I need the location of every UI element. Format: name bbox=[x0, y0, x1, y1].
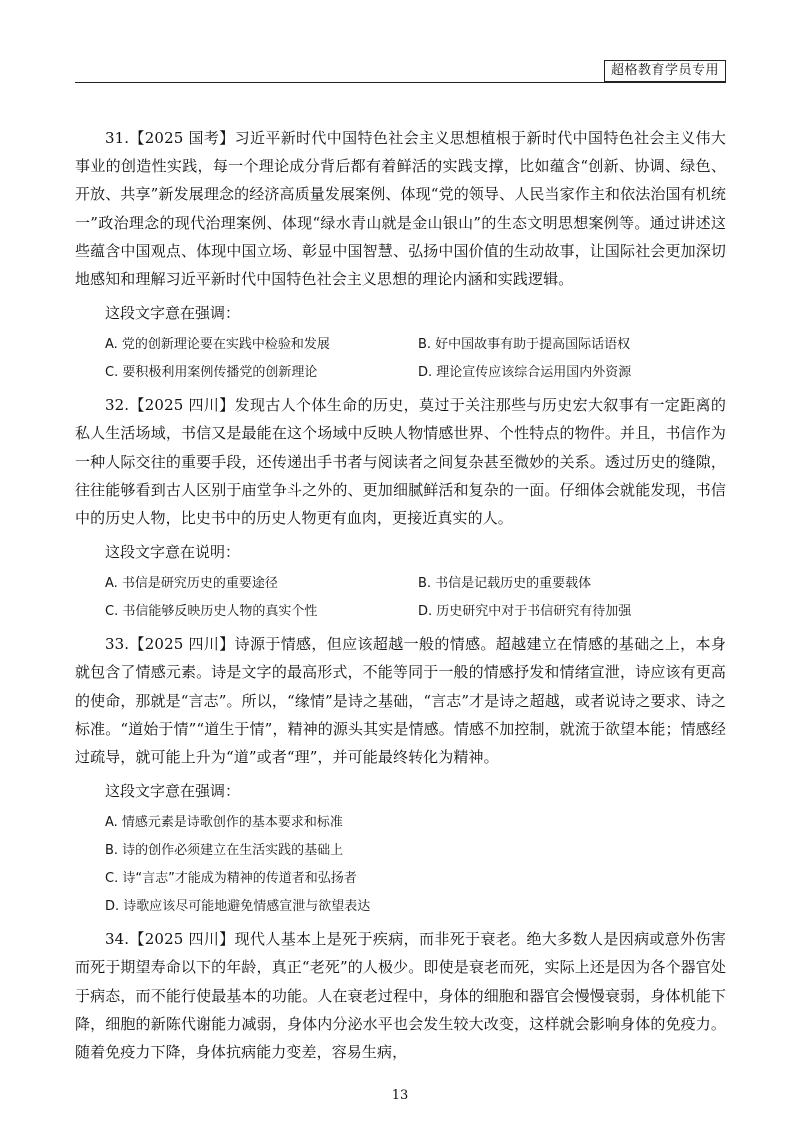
question-31-prompt: 这段文字意在强调： bbox=[105, 304, 241, 323]
passage-text: 发现古人个体生命的历史，莫过于关注那些与历史宏大叙事有一定距离的私人生活场域，书信又是最能在这个场域中反映人物情感世界、个性特点的物件。并且，书信作为一种人际交往的重要手段，还传递出手书者与阅读者之间复杂甚至微妙的关系。透过历史的缝隙，往往能够看到古人区别于庙堂争斗之外的、更加细腻鲜活和复杂的一面。仔细体会就能发现，书信中的历史人物，比史书中的历史人物更有血肉，更接近真实的人。 bbox=[75, 396, 727, 528]
option-c[interactable]: C. 诗“言志”才能成为精神的传道者和弘扬者 bbox=[105, 871, 357, 887]
question-31-options bbox=[75, 331, 726, 387]
option-b[interactable]: B. 好中国故事有助于提高国际话语权 bbox=[418, 337, 631, 353]
option-d[interactable]: D. 理论宣传应该综合运用国内外资源 bbox=[418, 365, 632, 381]
question-32-options bbox=[75, 570, 726, 626]
question-source-tag: 【2025 四川】 bbox=[129, 635, 235, 654]
passage-text: 现代人基本上是死于疾病，而非死于衰老。绝大多数人是因病或意外伤害而死于期望寿命以下的年龄，真正“老死”的人极少。即使是衰老而死，实际上还是因为各个器官处于病态，而不能行使最基本的功能。人在衰老过程中，身体的细胞和器官会慢慢衰弱，身体机能下降，细胞的新陈代谢能力减弱，身体内分泌水平也会发生较大改变，这样就会影响身体的免疫力。随着免疫力下降，身体抗病能力变差，容易生病， bbox=[75, 930, 727, 1062]
question-33-passage bbox=[75, 630, 726, 771]
question-34-passage bbox=[75, 925, 726, 1066]
option-b[interactable]: B. 书信是记载历史的重要载体 bbox=[418, 576, 592, 592]
question-33-options bbox=[75, 809, 726, 921]
question-31-passage bbox=[75, 124, 726, 293]
question-32-passage bbox=[75, 391, 726, 532]
question-number: 34. bbox=[105, 930, 130, 949]
option-c[interactable]: C. 书信能够反映历史人物的真实个性 bbox=[105, 604, 318, 620]
passage-text: 习近平新时代中国特色社会主义思想植根于新时代中国特色社会主义伟大事业的创造性实践，每一个理论成分背后都有着鲜活的实践支撑，比如蕴含“创新、协调、绿色、开放、共享”新发展理念的经济高质量发展案例、体现“党的领导、人民当家作主和依法治国有机统一”政治理念的现代治理案例、体现“绿水青山就是金山银山”的生态文明思想案例等。通过讲述这些蕴含中国观点、体现中国立场、彰显中国智慧、弘扬中国价值的生动故事，让国际社会更加深切地感知和理解习近平新时代中国特色社会主义思想的理论内涵和实践逻辑。 bbox=[75, 129, 727, 289]
header-rule bbox=[75, 82, 726, 83]
option-a[interactable]: A. 党的创新理论要在实践中检验和发展 bbox=[105, 337, 330, 353]
question-source-tag: 【2025 国考】 bbox=[129, 129, 235, 147]
question-number: 31. bbox=[105, 129, 130, 147]
option-d[interactable]: D. 历史研究中对于书信研究有待加强 bbox=[418, 604, 632, 620]
header-badge: 超格教育学员专用 bbox=[604, 60, 726, 82]
option-d[interactable]: D. 诗歌应该尽可能地避免情感宣泄与欲望表达 bbox=[105, 899, 371, 915]
option-a[interactable]: A. 书信是研究历史的重要途径 bbox=[105, 576, 278, 592]
option-a[interactable]: A. 情感元素是诗歌创作的基本要求和标准 bbox=[105, 815, 343, 831]
document-body bbox=[75, 124, 726, 1072]
question-number: 33. bbox=[105, 635, 130, 654]
passage-text: 诗源于情感，但应该超越一般的情感。超越建立在情感的基础之上，本身就包含了情感元素。诗是文字的最高形式，不能等同于一般的情感抒发和情绪宣泄，诗应该有更高的使命，那就是“言志”。所以，“缘情”是诗之基础，“言志”才是诗之超越，或者说诗之要求、诗之标准。“道始于情”“道生于情”，精神的源头其实是情感。情感不加控制，就流于欲望本能；情感经过疏导，就可能上升为“道”或者“理”，并可能最终转化为精神。 bbox=[75, 635, 727, 767]
question-source-tag: 【2025 四川】 bbox=[129, 930, 235, 949]
option-b[interactable]: B. 诗的创作必须建立在生活实践的基础上 bbox=[105, 843, 344, 859]
page-number: 13 bbox=[391, 1088, 409, 1103]
option-c[interactable]: C. 要积极利用案例传播党的创新理论 bbox=[105, 365, 318, 381]
question-number: 32. bbox=[105, 396, 130, 415]
question-32-prompt: 这段文字意在说明： bbox=[105, 543, 241, 562]
question-source-tag: 【2025 四川】 bbox=[129, 396, 235, 415]
question-33-prompt: 这段文字意在强调： bbox=[105, 782, 241, 801]
